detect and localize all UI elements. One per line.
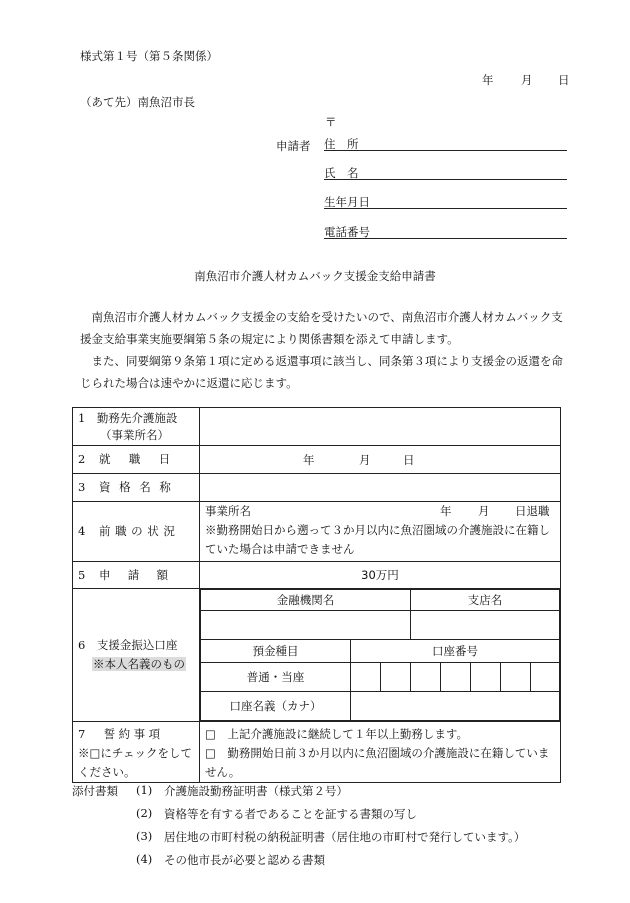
postal-mark: 〒	[325, 115, 337, 129]
attachment-2-num: (2)	[136, 806, 153, 820]
holder-input[interactable]	[351, 692, 560, 721]
document-title: 南魚沼市介護人材カムバック支援金支給申請書	[194, 269, 436, 283]
body-paragraph-1: 南魚沼市介護人材カムバック支援金の支給を受けたいので、南魚沼市介護人材カムバック支援金支給事業実施要綱第５条の規定により関係書類を添えて申請します。	[80, 310, 563, 346]
start-date-day: 日	[403, 453, 415, 467]
workplace-input[interactable]	[200, 408, 561, 446]
address-label: 住 所	[324, 137, 359, 151]
bank-name-input[interactable]	[201, 611, 411, 640]
branch-input[interactable]	[411, 611, 560, 640]
date-day: 日	[558, 73, 570, 87]
name-field[interactable]	[324, 165, 567, 180]
amount-label: 申請額	[98, 567, 186, 582]
previous-job-num: 4	[78, 524, 86, 538]
bank-account-grid	[200, 589, 561, 722]
address-field[interactable]	[324, 136, 567, 151]
previous-job-header	[205, 502, 555, 521]
retire-year: 年	[440, 504, 452, 518]
row-start-date	[73, 446, 561, 474]
row-pledge	[73, 722, 561, 783]
account-digit-4[interactable]	[441, 663, 471, 692]
qualification-num: 3	[78, 480, 86, 494]
row-bank-account	[73, 589, 561, 722]
account-number-header: 口座番号	[351, 640, 560, 663]
account-digit-5[interactable]	[471, 663, 501, 692]
retire-day: 日退職	[515, 504, 550, 518]
pledge-instruction: ※□にチェックをしてください。	[78, 746, 193, 779]
bank-name-header: 金融機関名	[201, 590, 411, 611]
date-year: 年	[482, 73, 494, 87]
row-qualification	[73, 474, 561, 502]
amount-value: 30万円	[200, 562, 561, 589]
account-digit-3[interactable]	[411, 663, 441, 692]
account-digit-1[interactable]	[351, 663, 381, 692]
account-digit-6[interactable]	[501, 663, 531, 692]
previous-job-note: ※勤務開始日から遡って３か月以内に魚沼圏域の介護施設に在籍していた場合は申請できません	[205, 523, 550, 556]
date-month: 月	[521, 73, 533, 87]
previous-office-label: 事業所名	[205, 504, 251, 518]
body-paragraph-2: また、同要綱第９条第１項に定める返還事項に該当し、同条第３項により支援金の返還を命じられた場合は速やかに返還に応じます。	[80, 354, 563, 390]
branch-header: 支店名	[411, 590, 560, 611]
previous-job-input[interactable]	[200, 502, 561, 562]
attachments-heading: 添付書類	[72, 784, 118, 798]
account-digit-7[interactable]	[531, 663, 560, 692]
qualification-label: 資格名称	[98, 480, 180, 494]
bank-account-label: 6 支援金振込口座	[78, 638, 178, 652]
start-date-year: 年	[303, 453, 315, 467]
date-header	[0, 72, 630, 88]
name-label: 氏 名	[324, 166, 359, 180]
pledge-checkbox-2[interactable]: □ 勤務開始日前３か月以内に魚沼圏域の介護施設に在籍していません。	[205, 746, 550, 779]
attachment-3-num: (3)	[136, 829, 153, 843]
start-date-month: 月	[359, 453, 371, 467]
birthdate-field[interactable]	[324, 194, 567, 209]
retire-month: 月	[478, 504, 490, 518]
account-type-header: 預金種目	[201, 640, 351, 663]
row-previous-job	[73, 502, 561, 562]
addressee: （あて先）南魚沼市長	[80, 95, 195, 109]
row-workplace	[73, 408, 561, 446]
workplace-label: 1 勤務先介護施設	[78, 410, 178, 425]
form-number: 様式第１号（第５条関係）	[80, 49, 218, 63]
phone-field[interactable]	[324, 224, 567, 239]
account-type-value[interactable]: 普通・当座	[201, 663, 351, 692]
attachment-1-text: 介護施設勤務証明書（様式第２号）	[164, 784, 348, 798]
qualification-input[interactable]	[200, 474, 561, 502]
start-date-input[interactable]	[200, 446, 561, 474]
previous-job-label: 前職の状況	[98, 524, 180, 538]
amount-num: 5	[78, 567, 86, 582]
workplace-sublabel: （事業所名）	[100, 427, 169, 442]
phone-label: 電話番号	[324, 225, 370, 239]
application-table	[72, 407, 561, 783]
attachment-2-text: 資格等を有する者であることを証する書類の写し	[164, 807, 417, 821]
attachment-1-num: (1)	[136, 783, 153, 797]
attachment-3-text: 居住地の市町村税の納税証明書（居住地の市町村で発行しています。）	[164, 830, 526, 844]
row-amount	[73, 562, 561, 589]
start-date-label: 就職日	[98, 452, 189, 466]
pledge-label: 7 誓約事項	[78, 727, 164, 741]
pledge-checkbox-1[interactable]: □ 上記介護施設に継続して１年以上勤務します。	[205, 727, 468, 741]
attachment-4-num: (4)	[136, 852, 153, 866]
attachment-4-text: その他市長が必要と認める書類	[164, 853, 325, 867]
start-date-num: 2	[78, 452, 86, 466]
birthdate-label: 生年月日	[324, 195, 370, 209]
holder-label: 口座名義（カナ）	[201, 692, 351, 721]
applicant-label: 申請者	[276, 139, 311, 153]
own-name-note: ※本人名義のもの	[93, 657, 185, 671]
body-text	[80, 306, 570, 394]
account-digit-2[interactable]	[381, 663, 411, 692]
